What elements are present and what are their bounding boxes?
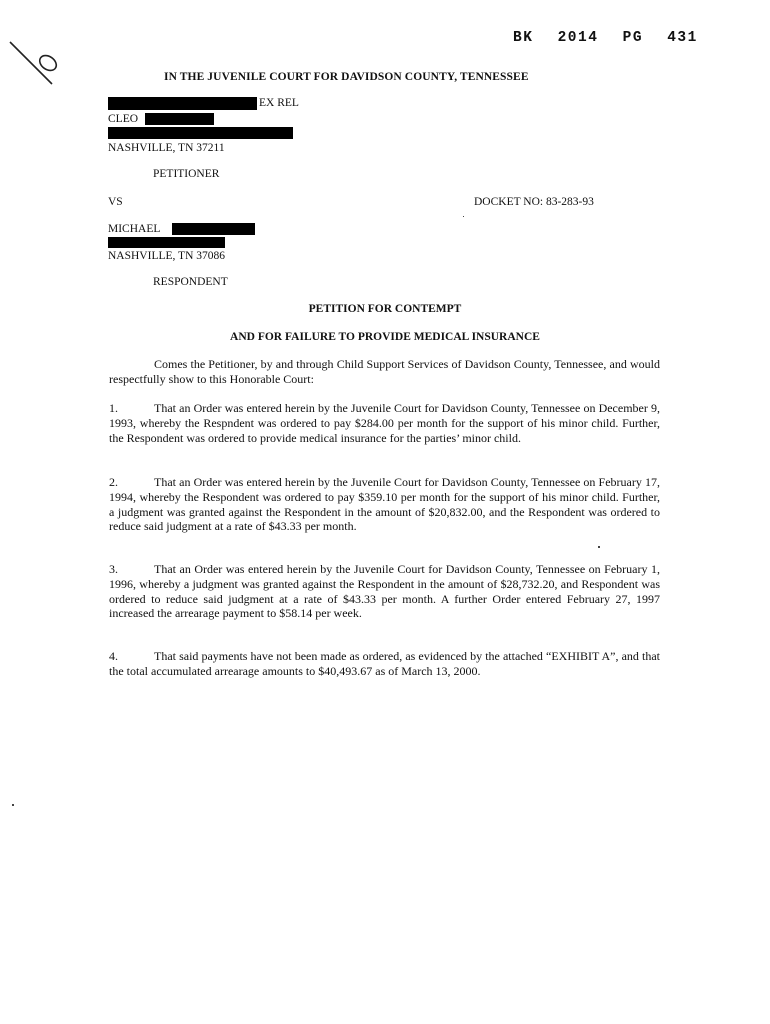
intro-text: Comes the Petitioner, by and through Child Support Services of Davidson County, Tennessee, and would respectfully show to this Honorable Court: <box>109 357 660 386</box>
handwritten-mark <box>0 0 80 100</box>
numbered-paragraph-2 <box>109 475 660 534</box>
petitioner-name: CLEO <box>108 113 139 125</box>
versus-label: VS <box>108 196 123 208</box>
redaction-bar <box>108 127 293 139</box>
paragraph-number: 4. <box>109 649 118 663</box>
numbered-paragraph-1 <box>109 401 660 445</box>
scan-speck <box>463 216 464 217</box>
paragraph-text: That an Order was entered herein by the Juvenile Court for Davidson County, Tennessee on February 1, 1996, whereby a judgment was granted against the Respondent in the amount of $28,732.20, and Respondent was ordered to reduce said judgment at a rate of $43.33 per month. A further Order entered February 27, 1997 increased the arrearage payment to $58.14 per week. <box>109 562 660 621</box>
paragraph-text: That an Order was entered herein by the Juvenile Court for Davidson County, Tennessee on December 9, 1993, whereby the Respndent was ordered to pay $284.00 per month for the support of his minor child. Further, the Respondent was ordered to provide medical insurance for the parties’ minor child. <box>109 401 660 445</box>
petition-title: PETITION FOR CONTEMPT <box>308 303 462 315</box>
court-title: IN THE JUVENILE COURT FOR DAVIDSON COUNTY, TENNESSEE <box>164 71 529 83</box>
respondent-role: RESPONDENT <box>153 276 228 288</box>
book-page-reference: BK 2014 PG 431 <box>513 30 698 46</box>
numbered-paragraph-4 <box>109 649 660 679</box>
ex-rel-label: EX REL <box>259 97 299 109</box>
docket-number: DOCKET NO: 83-283-93 <box>474 196 594 208</box>
redaction-bar <box>108 97 257 110</box>
paragraph-text: That said payments have not been made as ordered, as evidenced by the attached “EXHIBIT A”, and that the total accumulated arrearage amounts to $40,493.67 as of March 13, 2000. <box>109 649 660 678</box>
redaction-bar <box>145 113 214 125</box>
petitioner-address: NASHVILLE, TN 37211 <box>108 142 225 154</box>
paragraph-number: 1. <box>109 401 118 415</box>
scan-speck <box>12 804 14 806</box>
petitioner-role: PETITIONER <box>153 168 220 180</box>
respondent-address: NASHVILLE, TN 37086 <box>108 250 226 262</box>
paragraph-text: That an Order was entered herein by the Juvenile Court for Davidson County, Tennessee on February 17, 1994, whereby the Respondent was ordered to pay $359.10 per month for the support of his minor child. Further, a judgment was granted against the Respondent in the amount of $20,832.00, and the Respondent was ordered to reduce said judgment at a rate of $43.33 per month. <box>109 475 660 534</box>
redaction-bar <box>108 237 225 248</box>
numbered-paragraph-3 <box>109 562 660 621</box>
paragraph-number: 2. <box>109 475 118 489</box>
respondent-name: MICHAEL <box>108 223 161 235</box>
intro-paragraph <box>109 357 660 387</box>
paragraph-number: 3. <box>109 562 118 576</box>
petition-subtitle: AND FOR FAILURE TO PROVIDE MEDICAL INSURANCE <box>230 331 540 343</box>
scan-speck <box>598 546 600 548</box>
redaction-bar <box>172 223 255 235</box>
